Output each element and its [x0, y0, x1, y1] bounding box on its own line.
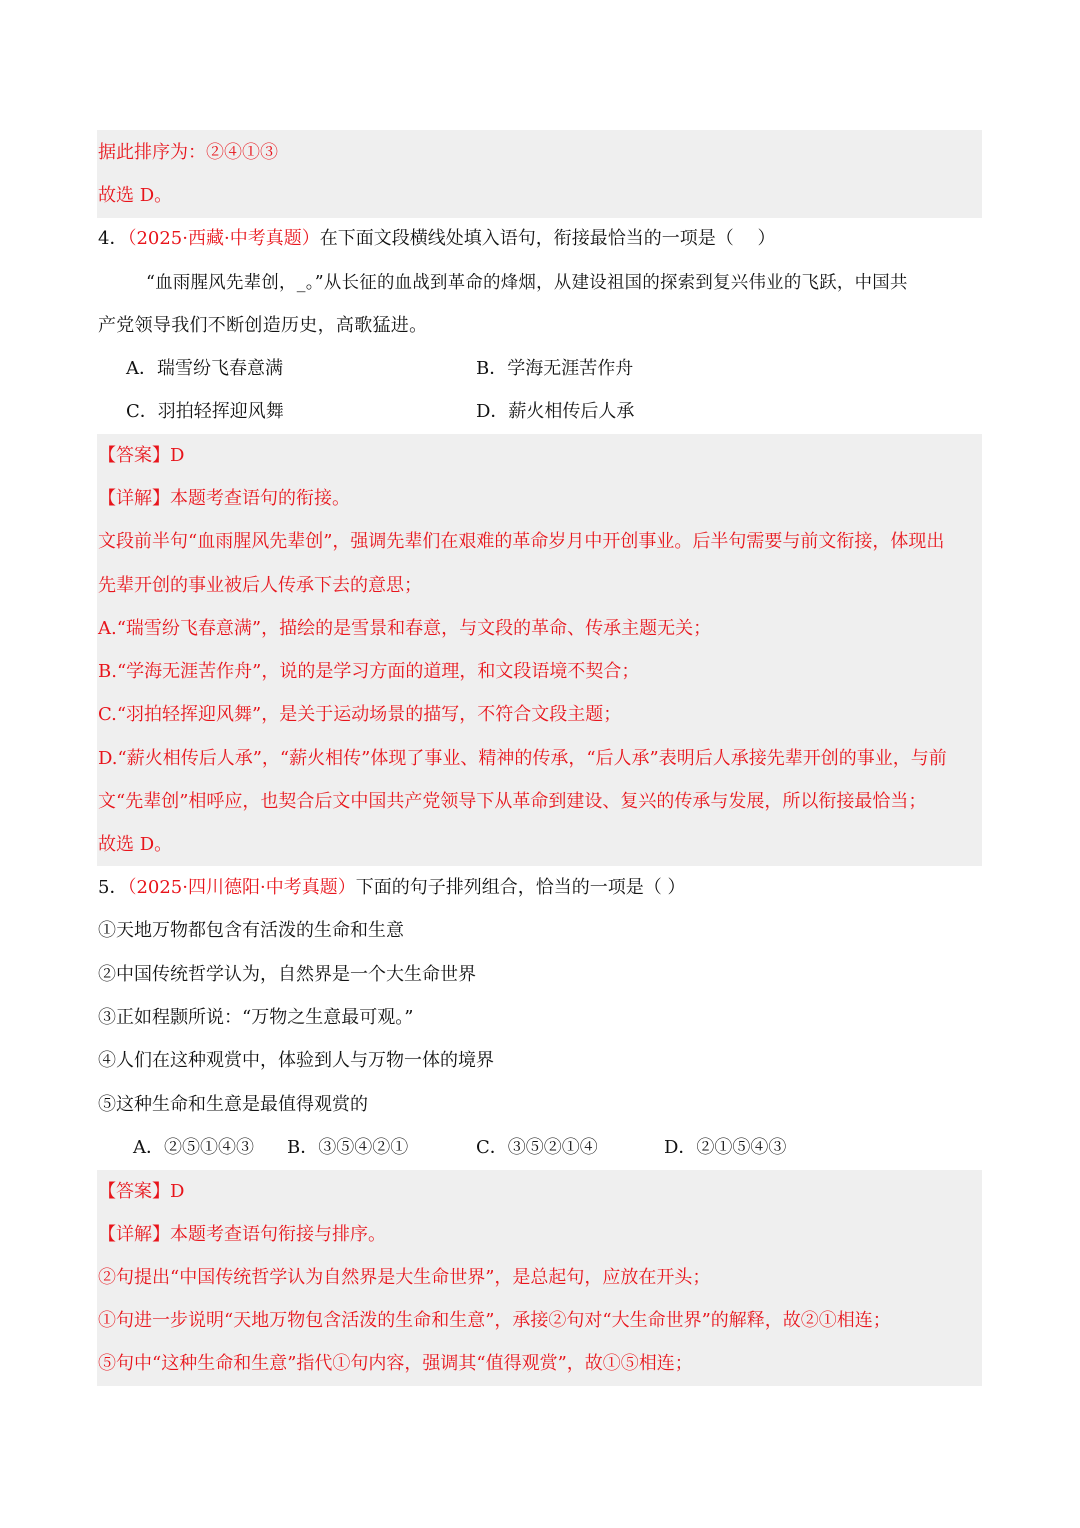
q4-detail-text: 【详解】本题考查语句的衔接。: [98, 488, 350, 509]
q4-explain-line: C.“羽拍轻挥迎风舞”，是关于运动场景的描写，不符合文段主题；: [98, 704, 622, 725]
q5-sentence: ⑤这种生命和生意是最值得观赏的: [98, 1094, 368, 1115]
q4-stem: 在下面文段横线处填入语句，衔接最恰当的一项是（ ）: [319, 228, 776, 249]
q4-option-c: C．羽拍轻挥迎风舞: [126, 401, 284, 422]
q5-explain-line: ②句提出“中国传统哲学认为自然界是大生命世界”，是总起句，应放在开头；: [98, 1267, 711, 1288]
q4-explain-line: A.“瑞雪纷飞春意满”，描绘的是雪景和春意，与文段的革命、传承主题无关；: [98, 618, 712, 639]
q5-sentence: ④人们在这种观赏中，体验到人与万物一体的境界: [98, 1050, 494, 1071]
q4-explain-line: 文“先辈创”相呼应，也契合后文中国共产党领导下从革命到建设、复兴的传承与发展，所以衔接最恰当；: [98, 791, 927, 812]
q5-number: 5．: [98, 877, 128, 898]
q5-source: （2025·四川德阳·中考真题）: [127, 877, 356, 898]
q5-heading: [98, 875, 685, 901]
q4-detail: [98, 486, 350, 512]
q4-option-b: B．学海无涯苦作舟: [476, 358, 634, 379]
q4-passage-line1: “血雨腥风先辈创，_。”从长征的血战到革命的烽烟，从建设祖国的探索到复兴伟业的飞跃，中国共: [146, 273, 908, 293]
q5-option-b: B．③⑤④②①: [287, 1137, 409, 1158]
prev-choice-line: 故选 D。: [98, 185, 173, 206]
q4-explain-line: D.“薪火相传后人承”，“薪火相传”体现了事业、精神的传承，“后人承”表明后人承接先辈开创的事业，与前: [98, 748, 947, 769]
q4-explain-line: 文段前半句“血雨腥风先辈创”，强调先辈们在艰难的革命岁月中开创事业。后半句需要与前文衔接，体现出: [98, 531, 945, 552]
q5-detail: 【详解】本题考查语句衔接与排序。: [98, 1224, 386, 1245]
q5-answer: 【答案】D: [98, 1181, 185, 1202]
q4-explain-line: B.“学海无涯苦作舟”，说的是学习方面的道理，和文段语境不契合；: [98, 661, 640, 682]
q5-explain-line: ①句进一步说明“天地万物包含活泼的生命和生意”，承接②句对“大生命世界”的解释，故②①相连；: [98, 1310, 891, 1331]
q4-explain-line: 故选 D。: [98, 834, 173, 855]
q5-option-a: A．②⑤①④③: [133, 1137, 254, 1158]
q4-source: （2025·西藏·中考真题）: [127, 228, 320, 249]
q5-sentence: ①天地万物都包含有活泼的生命和生意: [98, 920, 404, 941]
q4-explain-line: 先辈开创的事业被后人传承下去的意思；: [98, 575, 422, 596]
q4-option-d: D．薪火相传后人承: [476, 401, 635, 422]
prev-order-line: 据此排序为：②④①③: [98, 142, 278, 163]
q4-option-a: A．瑞雪纷飞春意满: [126, 358, 283, 379]
q5-stem: 下面的句子排列组合，恰当的一项是（ ）: [355, 877, 686, 898]
q5-option-d: D．②①⑤④③: [664, 1137, 787, 1158]
q5-sentence: ③正如程颢所说：“万物之生意最可观。”: [98, 1007, 414, 1028]
q4-number: 4．: [98, 228, 128, 249]
q4-heading: [98, 226, 775, 252]
q4-passage-line2: 产党领导我们不断创造历史，高歌猛进。: [98, 315, 428, 336]
q5-sentence: ②中国传统哲学认为，自然界是一个大生命世界: [98, 964, 476, 985]
q5-option-c: C．③⑤②①④: [476, 1137, 598, 1158]
q4-answer: 【答案】D: [98, 445, 185, 466]
q5-explain-line: ⑤句中“这种生命和生意”指代①句内容，强调其“值得观赏”，故①⑤相连；: [98, 1353, 693, 1374]
